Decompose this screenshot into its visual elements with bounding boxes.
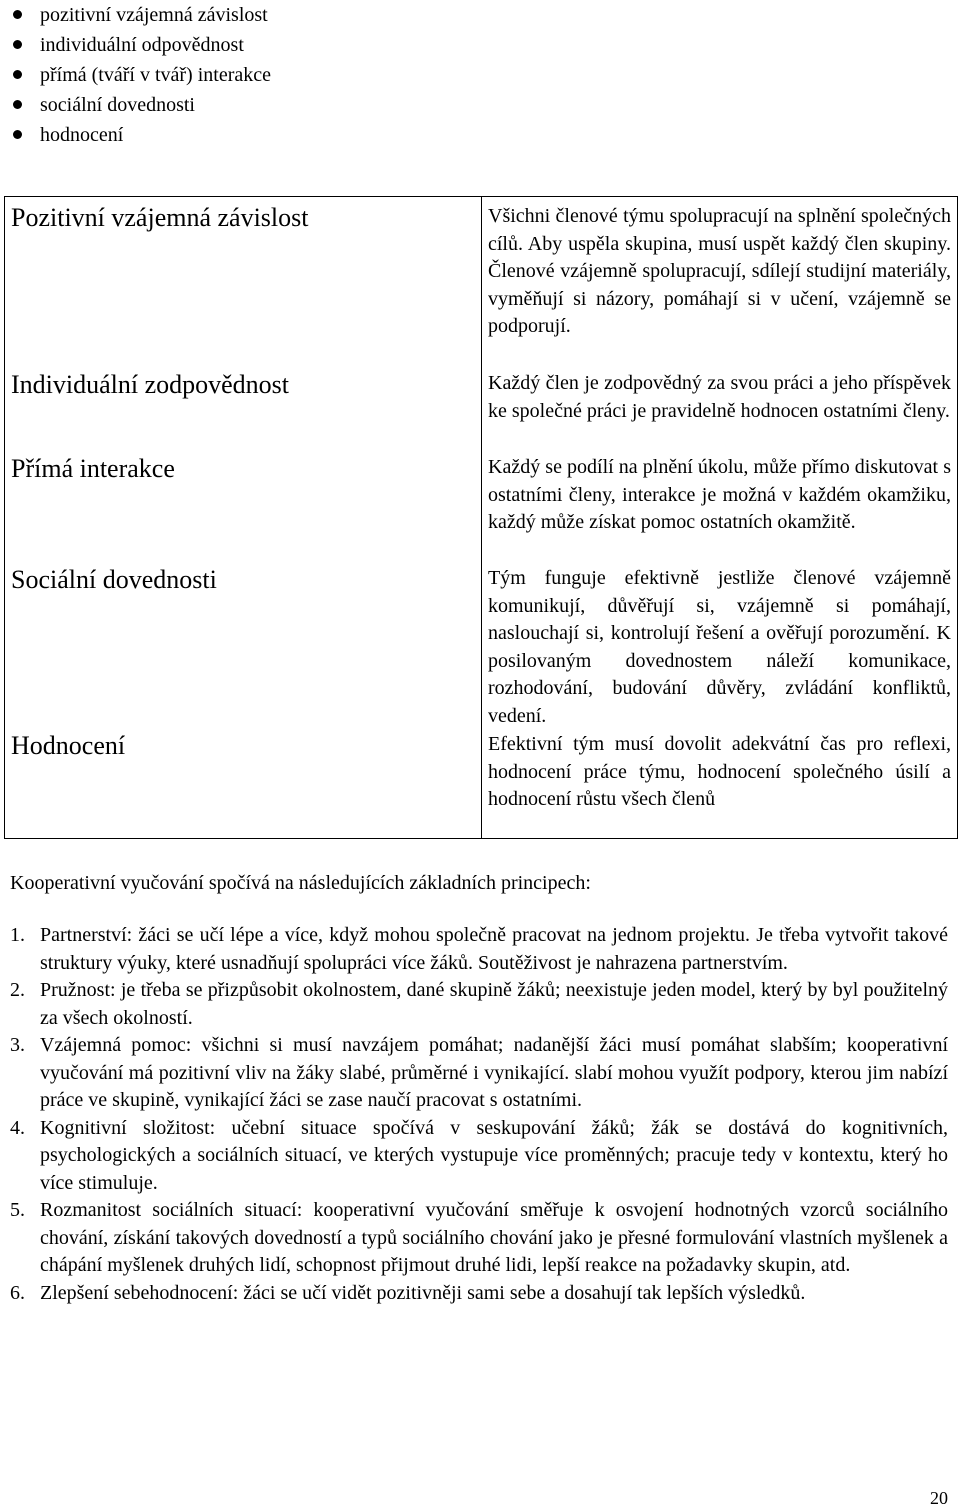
bullet-text: individuální odpovědnost bbox=[40, 34, 244, 56]
list-text: Vzájemná pomoc: všichni si musí navzájem pomáhat; nadanější žáci musí pomáhat slabším; kooperativní vyučování má pozitivní vliv na žáky slabé, průměrné i vynikající. slabí mohou využít podpory, kterou jim nabízí práce ve skupině, vynikající žáci se zase naučí pracovat s ostatními. bbox=[40, 1034, 948, 1111]
page-number: 20 bbox=[930, 1488, 948, 1508]
bullet-item bbox=[10, 60, 271, 90]
list-item bbox=[10, 1280, 948, 1308]
list-number: 3. bbox=[10, 1034, 25, 1056]
list-number: 4. bbox=[10, 1116, 25, 1139]
table-description: Tým funguje efektivně jestliže členové vzájemně komunikují, důvěřují si, vzájemně si pomáhají, naslouchají si, kontrolují řešení a ověřují porozumění. K posilovaným dovednostem náleží komunikace, rozhodování, budování důvěry, zvládání konfliktů, vedení. bbox=[488, 567, 951, 727]
list-number: 2. bbox=[10, 979, 25, 1001]
bullet-item bbox=[10, 120, 271, 150]
bullet-dot-icon bbox=[13, 10, 22, 19]
intro-paragraph: Kooperativní vyučování spočívá na následujících základních principech: bbox=[10, 872, 591, 894]
list-number: 6. bbox=[10, 1281, 25, 1304]
table-term: Sociální dovednosti bbox=[11, 565, 217, 594]
list-item bbox=[10, 977, 948, 1032]
table-description: Každý člen je zodpovědný za svou práci a jeho příspěvek ke společné práci je pravidelně hodnocen ostatními členy. bbox=[488, 372, 951, 422]
list-text: Rozmanitost sociálních situací: kooperativní vyučování směřuje k osvojení hodnotných vzorců sociálního chování, získání takových dovedností a typů sociálního chování jako je přesné formulování vlastních myšlenek a chápání myšlenek druhých lidí, schopnost přijmout druhé lidi, lepší reakce na požadavky skupin, atd. bbox=[40, 1199, 948, 1276]
list-text: Pružnost: je třeba se přizpůsobit okolnostem, dané skupině žáků; neexistuje jeden model, který by byl použitelný za všech okolností. bbox=[40, 979, 948, 1029]
list-text: Zlepšení sebehodnocení: žáci se učí vidět pozitivněji sami sebe a dosahují tak lepších výsledků. bbox=[40, 1281, 806, 1304]
bullet-dot-icon bbox=[13, 100, 22, 109]
list-text: Kognitivní složitost: učební situace spočívá v seskupování žáků; žák se dostává do kognitivních, psychologických a sociálních situací, ve kterých vystupuje více proměnných; pracuje tedy v kontextu, který ho více stimuluje. bbox=[40, 1116, 948, 1194]
bullet-list bbox=[10, 0, 271, 150]
list-item bbox=[10, 922, 948, 977]
list-number: 5. bbox=[10, 1199, 25, 1221]
list-item bbox=[10, 1032, 948, 1115]
bullet-dot-icon bbox=[13, 130, 22, 139]
column-divider bbox=[481, 197, 482, 838]
list-item bbox=[10, 1115, 948, 1198]
bullet-dot-icon bbox=[13, 40, 22, 49]
principles-list bbox=[10, 922, 948, 1307]
table-description: Efektivní tým musí dovolit adekvátní čas pro reflexi, hodnocení práce týmu, hodnocení společného úsilí a hodnocení růstu všech členů bbox=[488, 733, 951, 811]
table-term: Přímá interakce bbox=[11, 454, 175, 483]
list-text: Partnerství: žáci se učí lépe a více, když mohou společně pracovat na jednom projektu. Je třeba vytvořit takové struktury výuky, které usnadňují spolupráci více žáků. Soutěživost je nahrazena partnerstvím. bbox=[40, 924, 948, 974]
table-term: Individuální zodpovědnost bbox=[11, 370, 290, 399]
bullet-text: hodnocení bbox=[40, 124, 124, 146]
bullet-item bbox=[10, 0, 271, 30]
bullet-text: sociální dovednosti bbox=[40, 94, 195, 116]
table-term: Hodnocení bbox=[11, 731, 126, 760]
bullet-text: pozitivní vzájemná závislost bbox=[40, 4, 268, 26]
bullet-dot-icon bbox=[13, 70, 22, 79]
list-item bbox=[10, 1197, 948, 1280]
table-description: Všichni členové týmu spolupracují na splnění společných cílů. Aby uspěla skupina, musí uspět každý člen skupiny. Členové vzájemně spolupracují, sdílejí studijní materiály, vyměňují si názory, pomáhají si v učení, vzájemně se podporují. bbox=[488, 205, 951, 338]
table-term: Pozitivní vzájemná závislost bbox=[11, 203, 309, 232]
table-description: Každý se podílí na plnění úkolu, může přímo diskutovat s ostatními členy, interakce je možná v každém okamžiku, každý může získat pomoc ostatních okamžitě. bbox=[488, 456, 951, 534]
bullet-text: přímá (tváří v tvář) interakce bbox=[40, 64, 271, 86]
principles-table bbox=[4, 196, 958, 839]
bullet-item bbox=[10, 30, 271, 60]
list-number: 1. bbox=[10, 924, 25, 946]
bullet-item bbox=[10, 90, 271, 120]
